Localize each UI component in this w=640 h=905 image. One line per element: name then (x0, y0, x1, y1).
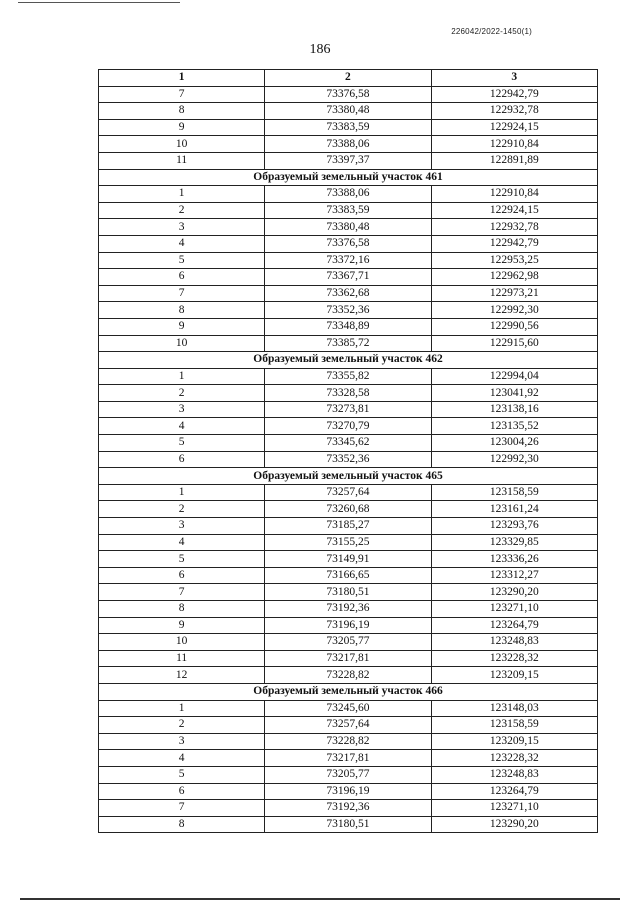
y-coordinate-cell: 123264,79 (431, 783, 597, 800)
x-coordinate-cell: 73345,62 (265, 435, 431, 452)
table-row (99, 634, 598, 651)
table-row (99, 451, 598, 468)
x-coordinate-cell: 73352,36 (265, 302, 431, 319)
point-number-cell: 2 (99, 501, 265, 518)
y-coordinate-cell: 123138,16 (431, 401, 597, 418)
table-header-row (99, 70, 598, 87)
y-coordinate-cell: 122994,04 (431, 368, 597, 385)
point-number-cell: 4 (99, 235, 265, 252)
y-coordinate-cell: 123290,20 (431, 584, 597, 601)
y-coordinate-cell: 123158,59 (431, 717, 597, 734)
y-coordinate-cell: 122942,79 (431, 235, 597, 252)
x-coordinate-cell: 73367,71 (265, 269, 431, 286)
table-row (99, 733, 598, 750)
point-number-cell: 1 (99, 186, 265, 203)
table-row (99, 766, 598, 783)
column-header-x: 2 (265, 70, 431, 87)
x-coordinate-cell: 73270,79 (265, 418, 431, 435)
table-row (99, 518, 598, 535)
x-coordinate-cell: 73348,89 (265, 318, 431, 335)
x-coordinate-cell: 73180,51 (265, 816, 431, 833)
point-number-cell: 6 (99, 269, 265, 286)
point-number-cell: 9 (99, 119, 265, 136)
x-coordinate-cell: 73372,16 (265, 252, 431, 269)
table-row (99, 285, 598, 302)
y-coordinate-cell: 123248,83 (431, 634, 597, 651)
column-header-y: 3 (431, 70, 597, 87)
y-coordinate-cell: 123271,10 (431, 601, 597, 618)
table-row (99, 202, 598, 219)
table-row (99, 219, 598, 236)
section-title: Образуемый земельный участок 462 (99, 352, 598, 369)
x-coordinate-cell: 73217,81 (265, 650, 431, 667)
point-number-cell: 6 (99, 451, 265, 468)
table-row (99, 302, 598, 319)
table-row (99, 235, 598, 252)
x-coordinate-cell: 73260,68 (265, 501, 431, 518)
y-coordinate-cell: 122953,25 (431, 252, 597, 269)
x-coordinate-cell: 73149,91 (265, 551, 431, 568)
point-number-cell: 2 (99, 385, 265, 402)
top-rule (18, 2, 180, 3)
x-coordinate-cell: 73362,68 (265, 285, 431, 302)
section-header-row (99, 683, 598, 700)
x-coordinate-cell: 73257,64 (265, 484, 431, 501)
x-coordinate-cell: 73273,81 (265, 401, 431, 418)
y-coordinate-cell: 122992,30 (431, 302, 597, 319)
point-number-cell: 3 (99, 401, 265, 418)
point-number-cell: 9 (99, 617, 265, 634)
y-coordinate-cell: 122924,15 (431, 119, 597, 136)
point-number-cell: 3 (99, 733, 265, 750)
x-coordinate-cell: 73383,59 (265, 202, 431, 219)
table-row (99, 650, 598, 667)
table-row (99, 318, 598, 335)
coordinates-table (98, 69, 598, 833)
y-coordinate-cell: 123004,26 (431, 435, 597, 452)
y-coordinate-cell: 122942,79 (431, 86, 597, 103)
y-coordinate-cell: 122924,15 (431, 202, 597, 219)
bottom-rule (20, 898, 620, 900)
y-coordinate-cell: 123329,85 (431, 534, 597, 551)
point-number-cell: 8 (99, 601, 265, 618)
y-coordinate-cell: 122973,21 (431, 285, 597, 302)
x-coordinate-cell: 73155,25 (265, 534, 431, 551)
y-coordinate-cell: 122932,78 (431, 219, 597, 236)
point-number-cell: 5 (99, 766, 265, 783)
point-number-cell: 6 (99, 783, 265, 800)
point-number-cell: 8 (99, 816, 265, 833)
point-number-cell: 4 (99, 418, 265, 435)
x-coordinate-cell: 73185,27 (265, 518, 431, 535)
y-coordinate-cell: 122962,98 (431, 269, 597, 286)
y-coordinate-cell: 122932,78 (431, 103, 597, 120)
section-title: Образуемый земельный участок 461 (99, 169, 598, 186)
section-header-row (99, 169, 598, 186)
table-row (99, 335, 598, 352)
point-number-cell: 10 (99, 335, 265, 352)
y-coordinate-cell: 123041,92 (431, 385, 597, 402)
section-header-row (99, 468, 598, 485)
y-coordinate-cell: 123148,03 (431, 700, 597, 717)
y-coordinate-cell: 123271,10 (431, 800, 597, 817)
table-body (99, 86, 598, 833)
table-row (99, 186, 598, 203)
x-coordinate-cell: 73380,48 (265, 219, 431, 236)
x-coordinate-cell: 73383,59 (265, 119, 431, 136)
point-number-cell: 10 (99, 136, 265, 153)
point-number-cell: 2 (99, 202, 265, 219)
point-number-cell: 9 (99, 318, 265, 335)
x-coordinate-cell: 73380,48 (265, 103, 431, 120)
point-number-cell: 1 (99, 484, 265, 501)
table-row (99, 750, 598, 767)
point-number-cell: 5 (99, 551, 265, 568)
x-coordinate-cell: 73205,77 (265, 634, 431, 651)
y-coordinate-cell: 123264,79 (431, 617, 597, 634)
table-row (99, 816, 598, 833)
section-title: Образуемый земельный участок 466 (99, 683, 598, 700)
x-coordinate-cell: 73376,58 (265, 86, 431, 103)
point-number-cell: 5 (99, 252, 265, 269)
point-number-cell: 3 (99, 518, 265, 535)
x-coordinate-cell: 73397,37 (265, 152, 431, 169)
x-coordinate-cell: 73196,19 (265, 617, 431, 634)
table-row (99, 385, 598, 402)
x-coordinate-cell: 73228,82 (265, 667, 431, 684)
table-row (99, 717, 598, 734)
x-coordinate-cell: 73355,82 (265, 368, 431, 385)
x-coordinate-cell: 73245,60 (265, 700, 431, 717)
point-number-cell: 8 (99, 103, 265, 120)
y-coordinate-cell: 122910,84 (431, 136, 597, 153)
table-row (99, 103, 598, 120)
point-number-cell: 4 (99, 750, 265, 767)
point-number-cell: 10 (99, 634, 265, 651)
table-row (99, 418, 598, 435)
y-coordinate-cell: 123248,83 (431, 766, 597, 783)
table-row (99, 484, 598, 501)
point-number-cell: 7 (99, 800, 265, 817)
column-header-number: 1 (99, 70, 265, 87)
x-coordinate-cell: 73192,36 (265, 800, 431, 817)
table-row (99, 551, 598, 568)
y-coordinate-cell: 123161,24 (431, 501, 597, 518)
table-row (99, 252, 598, 269)
table-row (99, 567, 598, 584)
table-row (99, 800, 598, 817)
point-number-cell: 6 (99, 567, 265, 584)
point-number-cell: 12 (99, 667, 265, 684)
point-number-cell: 4 (99, 534, 265, 551)
point-number-cell: 5 (99, 435, 265, 452)
table-row (99, 152, 598, 169)
y-coordinate-cell: 122915,60 (431, 335, 597, 352)
x-coordinate-cell: 73180,51 (265, 584, 431, 601)
x-coordinate-cell: 73376,58 (265, 235, 431, 252)
y-coordinate-cell: 122990,56 (431, 318, 597, 335)
section-header-row (99, 352, 598, 369)
y-coordinate-cell: 122910,84 (431, 186, 597, 203)
y-coordinate-cell: 123228,32 (431, 650, 597, 667)
table-row (99, 86, 598, 103)
point-number-cell: 7 (99, 584, 265, 601)
table-row (99, 783, 598, 800)
x-coordinate-cell: 73196,19 (265, 783, 431, 800)
document-id: 226042/2022-1450(1) (451, 27, 532, 36)
y-coordinate-cell: 123158,59 (431, 484, 597, 501)
y-coordinate-cell: 123336,26 (431, 551, 597, 568)
point-number-cell: 1 (99, 368, 265, 385)
table-row (99, 501, 598, 518)
y-coordinate-cell: 123312,27 (431, 567, 597, 584)
y-coordinate-cell: 123293,76 (431, 518, 597, 535)
table-row (99, 601, 598, 618)
table-row (99, 667, 598, 684)
point-number-cell: 11 (99, 152, 265, 169)
x-coordinate-cell: 73328,58 (265, 385, 431, 402)
x-coordinate-cell: 73352,36 (265, 451, 431, 468)
point-number-cell: 2 (99, 717, 265, 734)
point-number-cell: 3 (99, 219, 265, 236)
point-number-cell: 7 (99, 285, 265, 302)
table-row (99, 435, 598, 452)
x-coordinate-cell: 73205,77 (265, 766, 431, 783)
x-coordinate-cell: 73217,81 (265, 750, 431, 767)
page-number: 186 (309, 42, 331, 57)
table-row (99, 617, 598, 634)
table-row (99, 700, 598, 717)
point-number-cell: 11 (99, 650, 265, 667)
x-coordinate-cell: 73192,36 (265, 601, 431, 618)
table-row (99, 368, 598, 385)
x-coordinate-cell: 73228,82 (265, 733, 431, 750)
point-number-cell: 1 (99, 700, 265, 717)
y-coordinate-cell: 123135,52 (431, 418, 597, 435)
table-row (99, 534, 598, 551)
table-row (99, 401, 598, 418)
table-row (99, 269, 598, 286)
section-title: Образуемый земельный участок 465 (99, 468, 598, 485)
x-coordinate-cell: 73166,65 (265, 567, 431, 584)
y-coordinate-cell: 123228,32 (431, 750, 597, 767)
x-coordinate-cell: 73257,64 (265, 717, 431, 734)
y-coordinate-cell: 123209,15 (431, 667, 597, 684)
y-coordinate-cell: 123290,20 (431, 816, 597, 833)
table-row (99, 119, 598, 136)
table-row (99, 584, 598, 601)
point-number-cell: 8 (99, 302, 265, 319)
point-number-cell: 7 (99, 86, 265, 103)
y-coordinate-cell: 122891,89 (431, 152, 597, 169)
y-coordinate-cell: 122992,30 (431, 451, 597, 468)
x-coordinate-cell: 73388,06 (265, 136, 431, 153)
x-coordinate-cell: 73385,72 (265, 335, 431, 352)
table-row (99, 136, 598, 153)
x-coordinate-cell: 73388,06 (265, 186, 431, 203)
y-coordinate-cell: 123209,15 (431, 733, 597, 750)
